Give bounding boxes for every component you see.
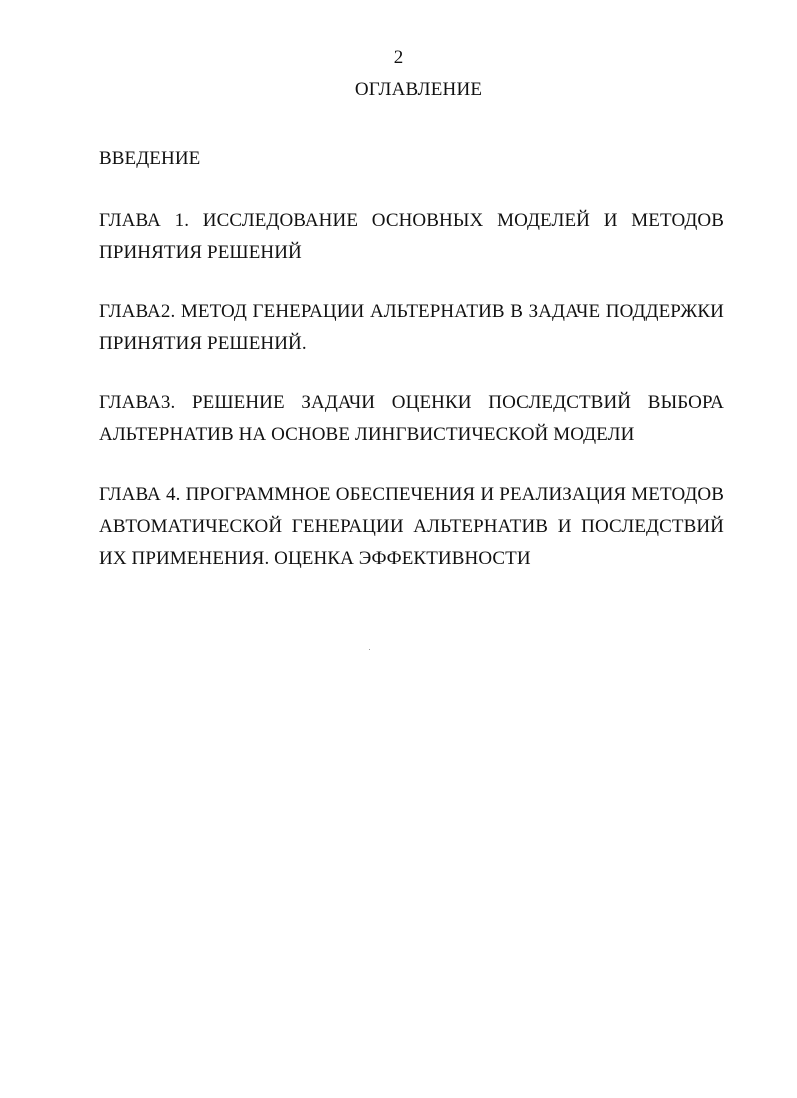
toc-entry-chapter-1: ГЛАВА 1. ИССЛЕДОВАНИЕ ОСНОВНЫХ МОДЕЛЕЙ И МЕТОДОВ ПРИНЯТИЯ РЕШЕНИЙ	[99, 210, 724, 263]
scan-speck	[369, 649, 370, 650]
page-title: ОГЛАВЛЕНИЕ	[354, 79, 483, 100]
toc-entry-introduction: ВВЕДЕНИЕ	[99, 148, 201, 169]
page-number: 2	[393, 47, 404, 68]
toc-entry-chapter-4: ГЛАВА 4. ПРОГРАММНОЕ ОБЕСПЕЧЕНИЯ И РЕАЛИЗАЦИЯ МЕТОДОВ АВТОМАТИЧЕСКОЙ ГЕНЕРАЦИИ АЛЬТЕРНАТИВ И ПОСЛЕДСТВИЙ ИХ ПРИМЕНЕНИЯ. ОЦЕНКА ЭФФЕКТИВНОСТИ	[99, 484, 724, 569]
toc-entry-chapter-2: ГЛАВА2. МЕТОД ГЕНЕРАЦИИ АЛЬТЕРНАТИВ В ЗАДАЧЕ ПОДДЕРЖКИ ПРИНЯТИЯ РЕШЕНИЙ.	[99, 301, 724, 354]
toc-entry-chapter-3: ГЛАВА3. РЕШЕНИЕ ЗАДАЧИ ОЦЕНКИ ПОСЛЕДСТВИЙ ВЫБОРА АЛЬТЕРНАТИВ НА ОСНОВЕ ЛИНГВИСТИЧЕСКОЙ МОДЕЛИ	[99, 392, 724, 445]
table-of-contents	[99, 143, 724, 575]
